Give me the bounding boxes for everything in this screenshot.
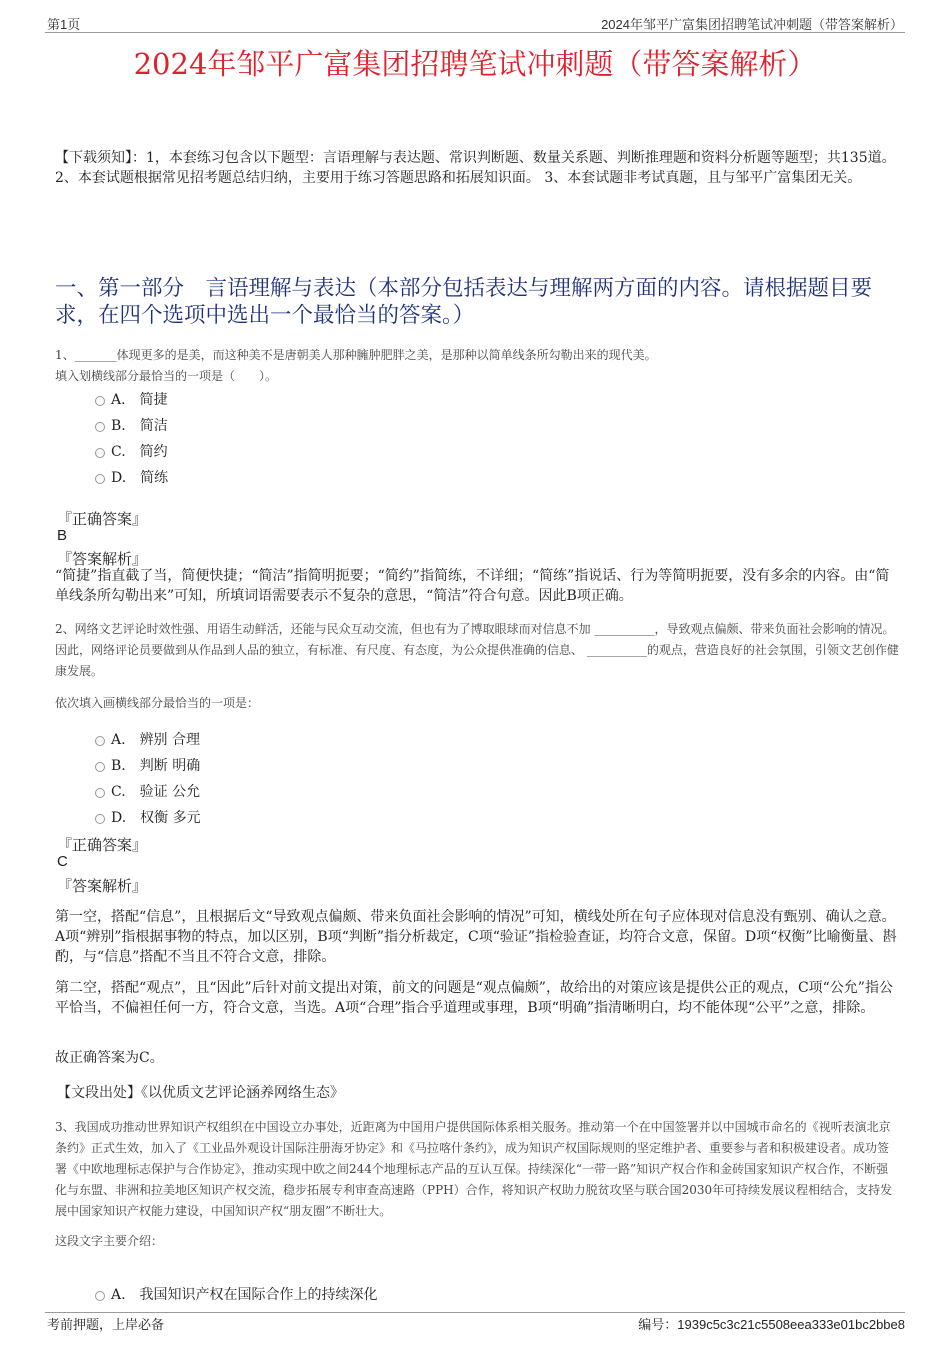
q1-analysis: “简捷”指直截了当，简便快捷；“简洁”指简明扼要；“简约”指简练，不详细；“简练”指说话、行为等简明扼要，没有多余的内容。由“简单线条所勾勒出来”可知，所填词语需要表示不复杂的意思，“简洁”符合句意。因此B项正确。 <box>55 568 890 604</box>
option-label: B. 判断 明确 <box>111 758 201 774</box>
radio-icon[interactable] <box>95 1291 105 1301</box>
radio-icon[interactable] <box>95 448 105 458</box>
q2-answer-label: 『正确答案』 <box>57 836 148 854</box>
q2-conclusion: 故正确答案为C。 <box>55 1050 164 1066</box>
radio-icon[interactable] <box>95 788 105 798</box>
radio-icon[interactable] <box>95 474 105 484</box>
page-number: 第1页 <box>47 17 81 32</box>
radio-icon[interactable] <box>95 396 105 406</box>
q1-prompt: 填入划横线部分最恰当的一项是（ ）。 <box>55 369 278 383</box>
header-doc-title: 2024年邹平广富集团招聘笔试冲刺题（带答案解析） <box>601 17 903 32</box>
q2-option-d[interactable] <box>95 807 201 827</box>
q2-stem: 2、网络文艺评论时效性强、用语生动鲜活，还能与民众互动交流，但也有为了博取眼球而对信息不加 __________，导致观点偏颇、带来负面社会影响的情况。因此，网络评论员要做到从作品到人品的独立，有标准、有尺度、有态度，为公众提供准确的信息、 __________的观点，营造良好的社会氛围，引领文艺创作健康发展。 <box>55 622 899 678</box>
q1-option-b[interactable] <box>95 415 168 435</box>
option-label: A. 我国知识产权在国际合作上的持续深化 <box>111 1287 378 1303</box>
download-notice: 【下载须知】：1，本套练习包含以下题型：言语理解与表达题、常识判断题、数量关系题、判断推理题和资料分析题等题型；共135道。2、本套试题根据常见招考题总结归纳，主要用于练习答题思路和拓展知识面。 3、本套试题非考试真题，且与邹平广富集团无关。 <box>55 150 896 186</box>
q3-stem: 3、我国成功推动世界知识产权组织在中国设立办事处，近距离为中国用户提供国际体系相关服务。推动第一个在中国签署并以中国城市命名的《视听表演北京条约》正式生效，加入了《工业品外观设计国际注册海牙协定》和《马拉喀什条约》，成为知识产权国际规则的坚定维护者、重要参与者和积极建设者。成功签署《中欧地理标志保护与合作协定》，推动实现中欧之间244个地理标志产品的互认互保。持续深化“一带一路”知识产权合作和金砖国家知识产权合作，不断强化与东盟、非洲和拉美地区知识产权交流，稳步拓展专利审查高速路（PPH）合作，将知识产权助力脱贫攻坚与联合国2030年可持续发展议程相结合，支持发展中国家知识产权能力建设，中国知识产权“朋友圈”不断壮大。 <box>55 1120 893 1218</box>
q1-answer-label: 『正确答案』 <box>57 510 148 528</box>
section-heading: 一、第一部分 言语理解与表达（本部分包括表达与理解两方面的内容。请根据题目要求，在四个选项中选出一个最恰当的答案。） <box>55 276 873 328</box>
q2-source: 【文段出处】《以优质文艺评论涵养网络生态》 <box>57 1085 344 1101</box>
option-label: D. 权衡 多元 <box>111 810 201 826</box>
q2-option-a[interactable] <box>95 729 200 749</box>
footer-slogan: 考前押题，上岸必备 <box>47 1317 165 1332</box>
radio-icon[interactable] <box>95 422 105 432</box>
q2-analysis-1: 第一空，搭配“信息”，且根据后文“导致观点偏颇、带来负面社会影响的情况”可知，横线处所在句子应体现对信息没有甄别、确认之意。A项“辨别”指根据事物的特点，加以区别，B项“判断”指分析裁定，C项“验证”指检验查证，均符合文意，保留。D项“权衡”比喻衡量、斟酌，与“信息”搭配不当且不符合文意，排除。 <box>55 909 897 965</box>
radio-icon[interactable] <box>95 762 105 772</box>
footer-divider <box>45 1312 905 1313</box>
option-label: A. 简捷 <box>111 392 168 408</box>
page-title: 2024年邹平广富集团招聘笔试冲刺题（带答案解析） <box>133 47 817 81</box>
header-divider <box>45 32 905 33</box>
q3-option-a[interactable] <box>95 1284 378 1304</box>
q1-option-c[interactable] <box>95 441 168 461</box>
option-label: B. 简洁 <box>111 418 168 434</box>
q2-option-b[interactable] <box>95 755 200 775</box>
q2-option-c[interactable] <box>95 781 200 801</box>
option-label: C. 验证 公允 <box>111 784 201 800</box>
q1-stem: 1、_______体现更多的是美，而这种美不是唐朝美人那种臃肿肥胖之美，是那种以简单线条所勾勒出来的现代美。 <box>55 348 657 362</box>
q2-answer: C <box>57 853 68 870</box>
q2-analysis-label: 『答案解析』 <box>57 877 148 895</box>
q3-prompt: 这段文字主要介绍： <box>55 1234 164 1248</box>
footer-doc-id: 编号：1939c5c3c21c5508eea333e01bc2bbe8 <box>638 1317 905 1332</box>
radio-icon[interactable] <box>95 736 105 746</box>
q2-analysis-2: 第二空，搭配“观点”，且“因此”后针对前文提出对策，前文的问题是“观点偏颇”，故给出的对策应该是提供公正的观点，C项“公允”指公平恰当，不偏袒任何一方，符合文意，当选。A项“合理”指合乎道理或事理，B项“明确”指清晰明白，均不能体现“公平”之意，排除。 <box>55 980 893 1016</box>
option-label: A. 辨别 合理 <box>111 732 201 748</box>
q1-option-d[interactable] <box>95 467 168 487</box>
q1-answer: B <box>57 527 68 544</box>
option-label: D. 简练 <box>111 470 169 486</box>
option-label: C. 简约 <box>111 444 168 460</box>
q1-analysis-label: 『答案解析』 <box>57 550 148 568</box>
radio-icon[interactable] <box>95 814 105 824</box>
q1-option-a[interactable] <box>95 389 168 409</box>
q2-prompt: 依次填入画横线部分最恰当的一项是： <box>55 696 260 710</box>
